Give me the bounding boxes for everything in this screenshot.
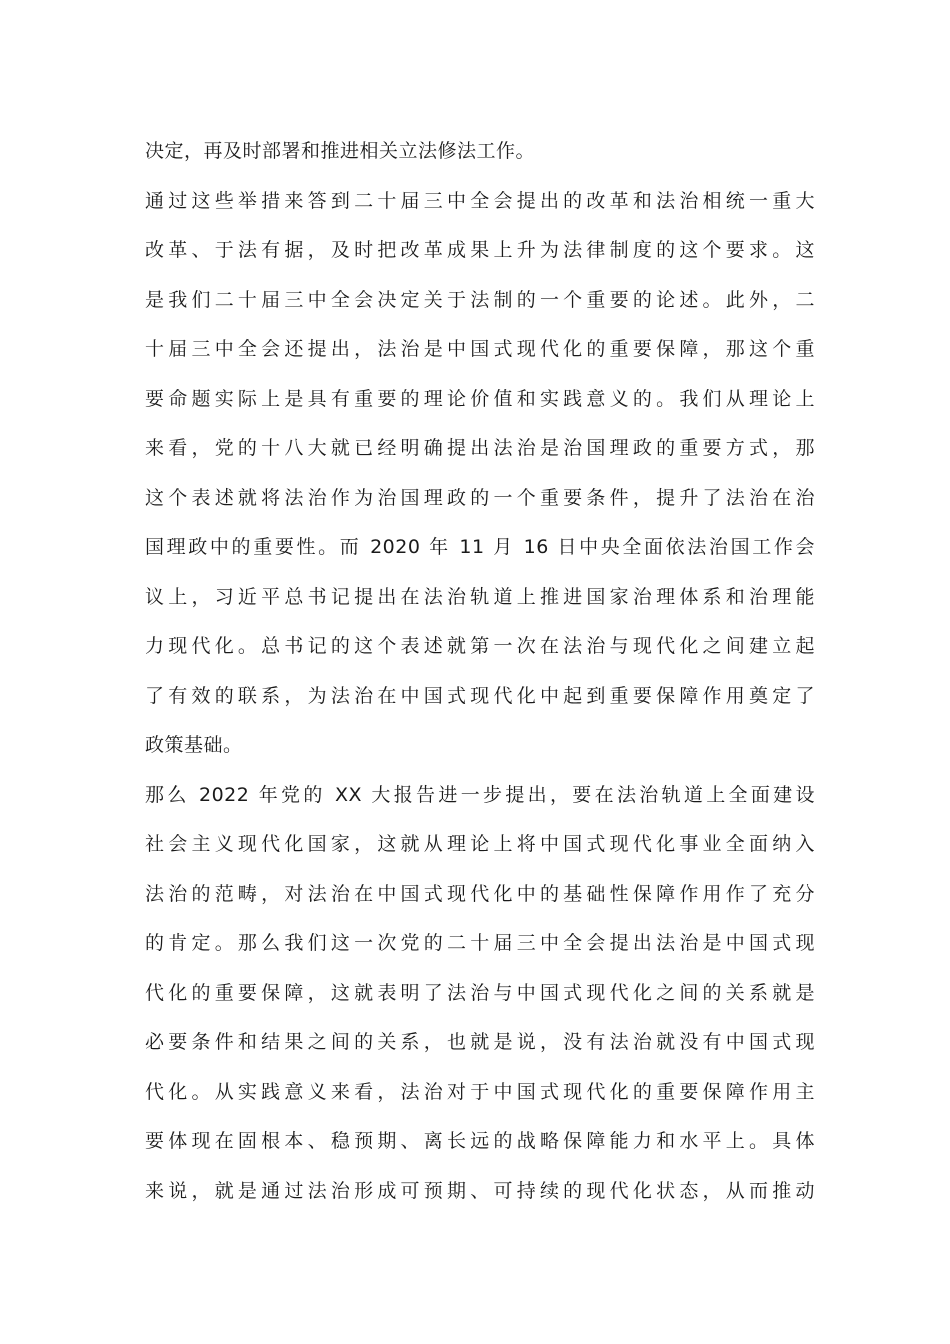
text-line: 这个表述就将法治作为治国理政的一个重要条件，提升了法治在治 [145, 486, 815, 509]
text-line: 社会主义现代化国家，这就从理论上将中国式现代化事业全面纳入 [145, 833, 815, 855]
text-line: 的肯定。那么我们这一次党的二十届三中全会提出法治是中国式现 [145, 932, 815, 954]
text-line: 要命题实际上是具有重要的理论价值和实践意义的。我们从理论上 [145, 387, 815, 410]
text-line: 力现代化。总书记的这个表述就第一次在法治与现代化之间建立起 [145, 635, 815, 657]
text-line: 了有效的联系，为法治在中国式现代化中起到重要保障作用奠定了 [145, 684, 815, 707]
body-text [145, 127, 815, 1216]
text-line: 代化的重要保障，这就表明了法治与中国式现代化之间的关系就是 [145, 981, 815, 1004]
text-line: 决定，再及时部署和推进相关立法修法工作。 [145, 140, 536, 162]
text-line: 改革、于法有据，及时把改革成果上升为法律制度的这个要求。这 [145, 239, 815, 261]
text-line: 通过这些举措来答到二十届三中全会提出的改革和法治相统一重大 [145, 189, 815, 212]
text-line: 政策基础。 [145, 734, 243, 756]
text-line: 那么 2022 年党的 XX 大报告进一步提出，要在法治轨道上全面建设 [145, 783, 815, 806]
text-line: 十届三中全会还提出，法治是中国式现代化的重要保障，那这个重 [145, 338, 815, 360]
text-line: 议上，习近平总书记提出在法治轨道上推进国家治理体系和治理能 [145, 585, 815, 608]
text-line: 必要条件和结果之间的关系，也就是说，没有法治就没有中国式现 [145, 1031, 815, 1053]
text-line: 是我们二十届三中全会决定关于法制的一个重要的论述。此外，二 [145, 288, 815, 311]
text-line: 来看，党的十八大就已经明确提出法治是治国理政的重要方式，那 [145, 437, 815, 459]
text-line: 代化。从实践意义来看，法治对于中国式现代化的重要保障作用主 [145, 1080, 815, 1103]
text-line: 法治的范畴，对法治在中国式现代化中的基础性保障作用作了充分 [145, 882, 815, 905]
text-line: 国理政中的重要性。而 2020 年 11 月 16 日中央全面依法治国工作会 [145, 536, 815, 558]
text-line: 要体现在固根本、稳预期、离长远的战略保障能力和水平上。具体 [145, 1130, 815, 1152]
text-line: 来说，就是通过法治形成可预期、可持续的现代化状态，从而推动 [145, 1179, 815, 1202]
